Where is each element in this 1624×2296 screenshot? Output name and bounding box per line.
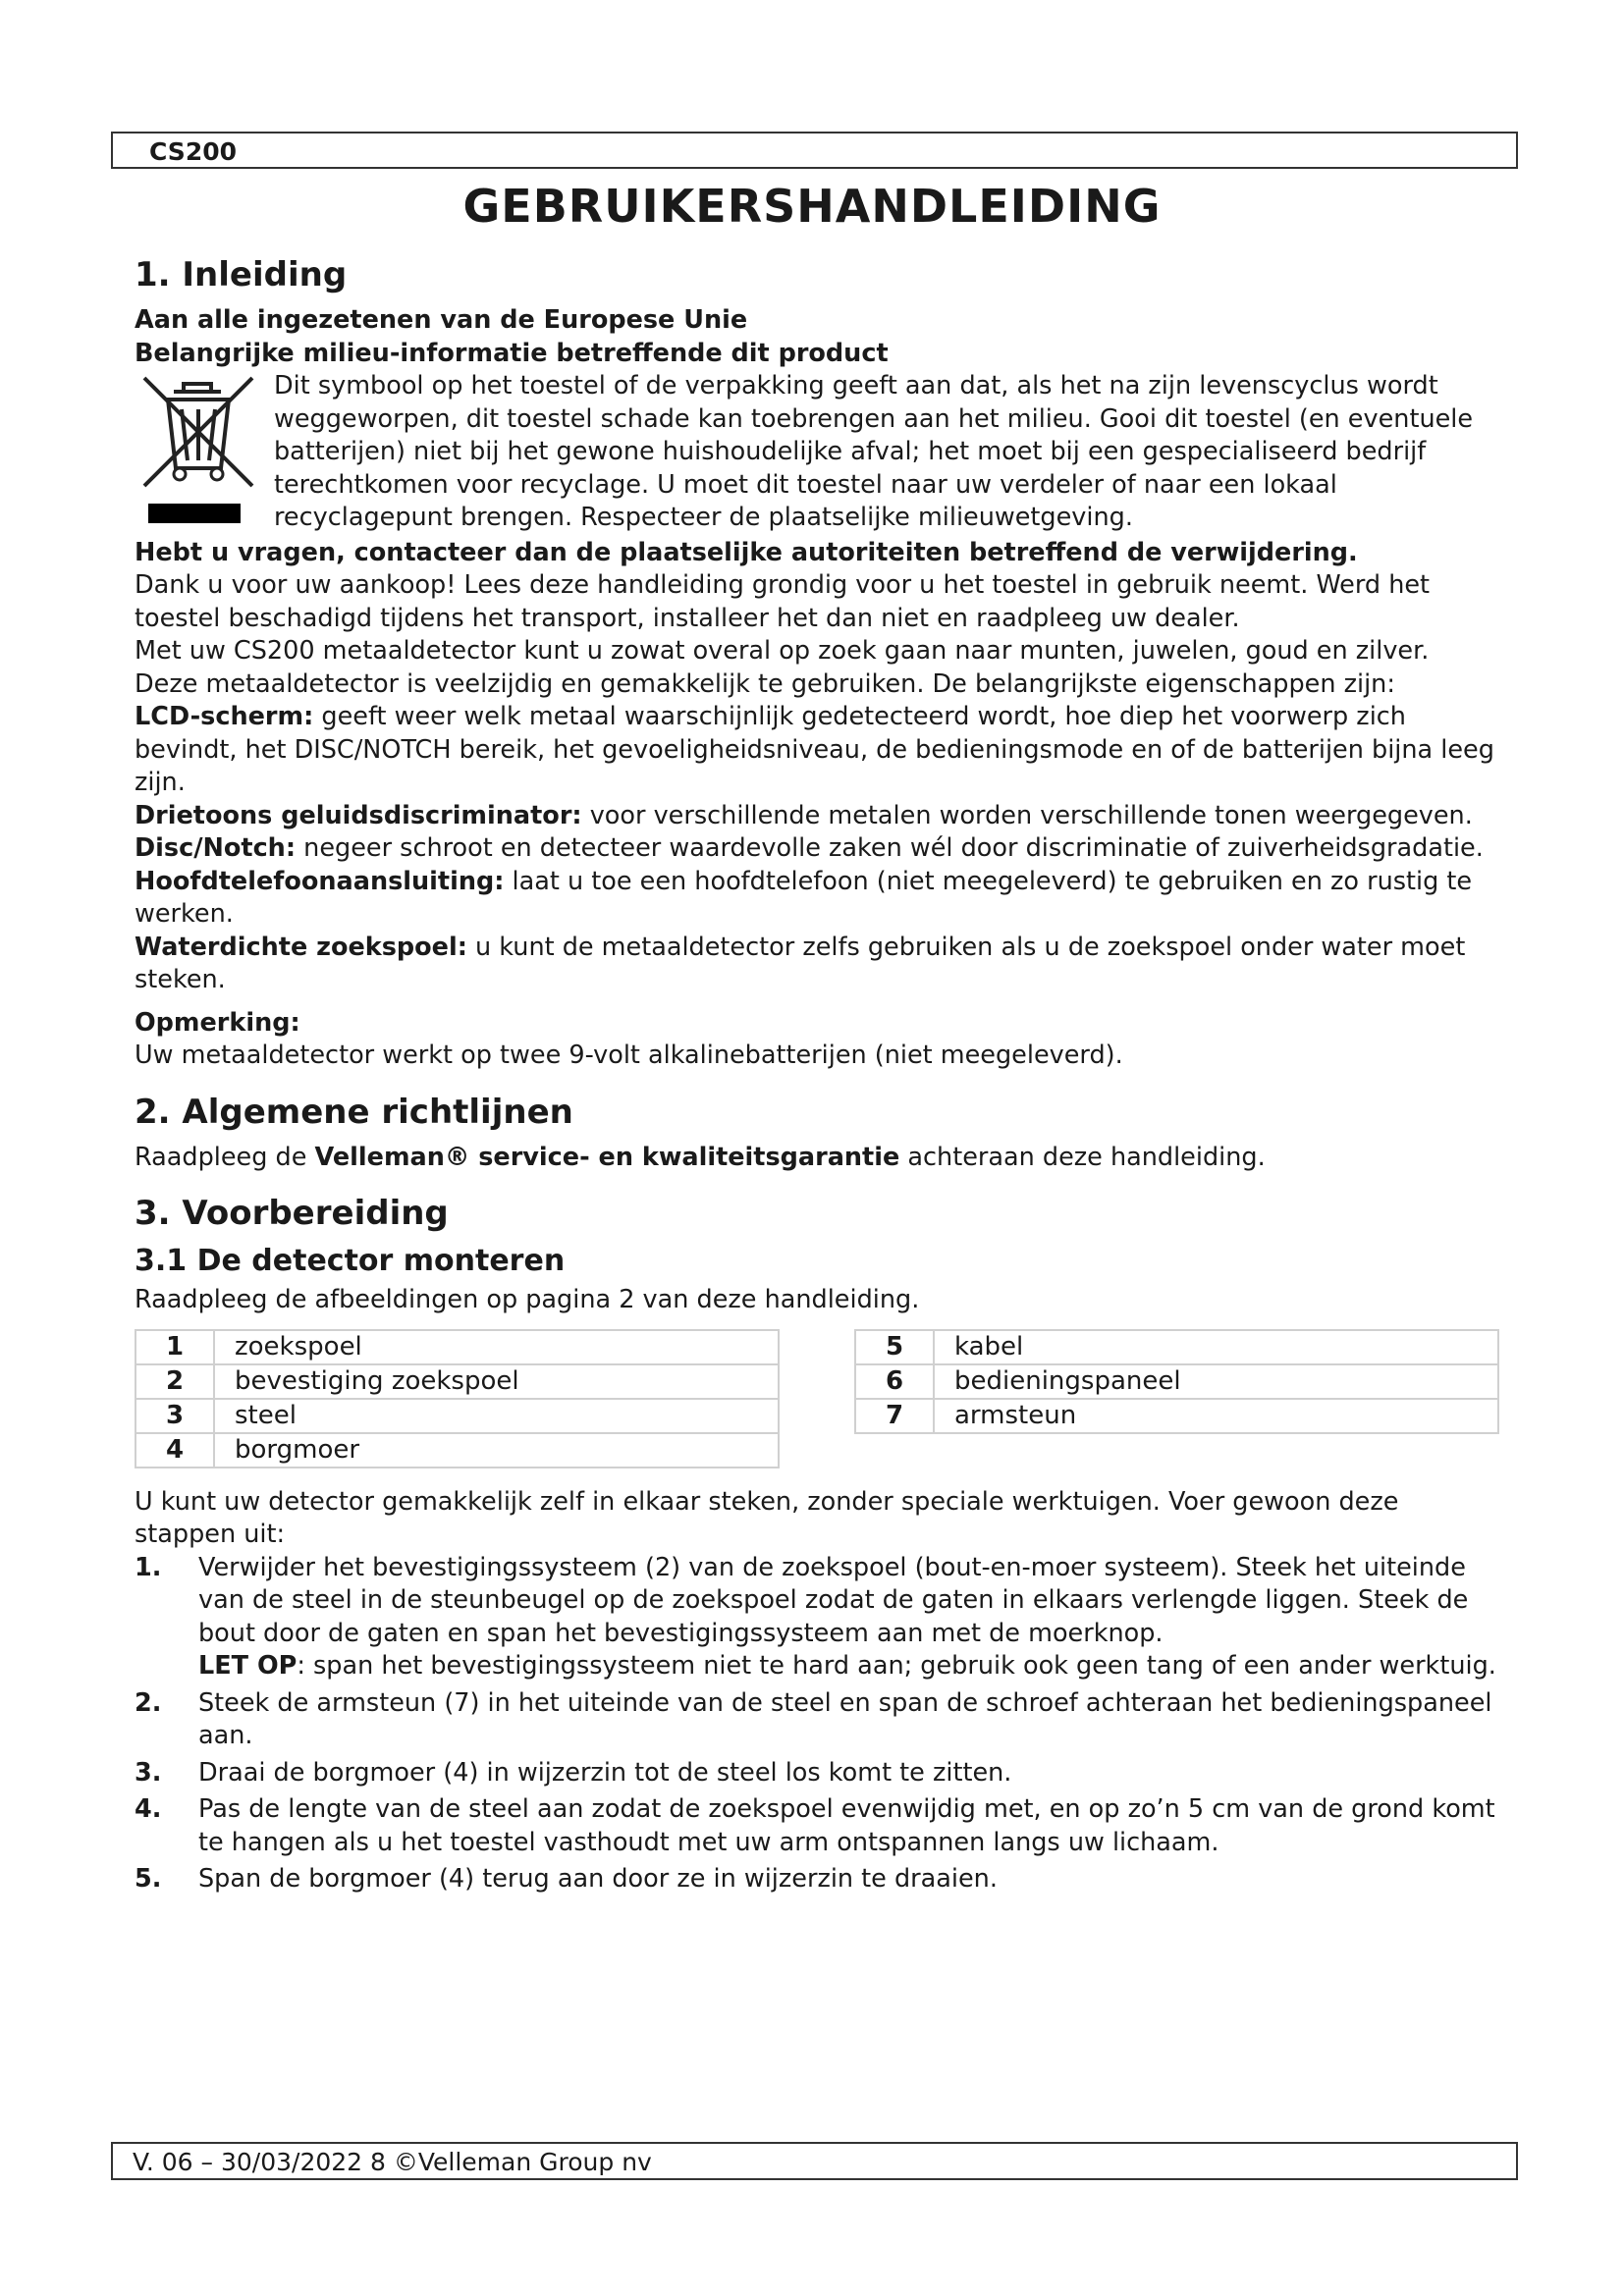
- weee-bin-icon: [135, 370, 262, 537]
- feature-text: u kunt de metaaldetector zelfs gebruiken als u de zoekspoel onder water moet steken.: [135, 932, 1466, 994]
- feature-label: Waterdichte zoekspoel:: [135, 932, 467, 962]
- figure-reference: Raadpleeg de afbeeldingen op pagina 2 van deze handleiding.: [135, 1285, 920, 1314]
- model-label: CS200: [149, 137, 238, 166]
- list-item: 3. Draai de borgmoer (4) in wijzerzin tot de steel los komt te zitten.: [135, 1757, 1012, 1788]
- feature-label: Drietoons geluidsdiscriminator:: [135, 800, 582, 830]
- eu-residents-heading: Aan alle ingezetenen van de Europese Unie: [135, 305, 748, 335]
- note-text: Uw metaaldetector werkt op twee 9-volt alkalinebatterijen (niet meegeleverd).: [135, 1041, 1123, 1070]
- table-row: 5 kabel: [855, 1330, 1498, 1364]
- table-row: 2 bevestiging zoekspoel: [135, 1364, 779, 1399]
- assembly-steps: [135, 1552, 1501, 1896]
- page-title: GEBRUIKERSHANDLEIDING: [462, 180, 1162, 233]
- feature-text: negeer schroot en detecteer waardevolle zaken wél door discriminatie of zuiverheidsgradatie.: [296, 833, 1484, 863]
- assembly-intro: U kunt uw detector gemakkelijk zelf in elkaar steken, zonder speciale werktuigen. Voer gewoon deze stappen uit:: [135, 1486, 1399, 1549]
- intro-text: Met uw CS200 metaaldetector kunt u zowat overal op zoek gaan naar munten, juwelen, goud en zilver.: [135, 636, 1430, 666]
- feature-item: [135, 832, 1501, 866]
- feature-text: laat u toe een hoofdtelefoon (niet meegeleverd) te gebruiken en zo rustig te werken.: [135, 866, 1473, 929]
- contact-authorities: Hebt u vragen, contacteer dan de plaatselijke autoriteiten betreffend de verwijdering.: [135, 537, 1358, 567]
- guarantee-link-text: Velleman® service- en kwaliteitsgarantie: [314, 1142, 900, 1172]
- footer-text: V. 06 – 30/03/2022 8 ©Velleman Group nv: [133, 2148, 652, 2176]
- parts-tables: [135, 1329, 1499, 1468]
- weee-text: Dit symbool op het toestel of de verpakking geeft aan dat, als het na zijn levenscyclus wordt weggeworpen, dit toestel schade kan toebrengen aan het milieu. Gooi dit toestel (en eventuele batterijen) niet bij het gewone huishoudelijke afval; het moet bij een gespecialiseerd bedrijf terechtkomen voor recyclage. U moet dit toestel naar uw verdeler of naar een lokaal recyclagepunt brengen. Respecteer de plaatselijke milieuwetgeving.: [274, 371, 1474, 532]
- table-row: 1 zoekspoel: [135, 1330, 779, 1364]
- feature-item: [135, 932, 1501, 997]
- feature-label: Disc/Notch:: [135, 833, 297, 863]
- section-2-heading: 2. Algemene richtlijnen: [135, 1092, 573, 1132]
- parts-table-left: [135, 1329, 780, 1468]
- table-row: 7 armsteun: [855, 1399, 1498, 1433]
- thanks-text: Dank u voor uw aankoop! Lees deze handleiding grondig voor u het toestel in gebruik neemt. Werd het toestel beschadigd tijdens het transport, installeer het dan niet en raadpleeg uw dealer.: [135, 570, 1431, 633]
- feature-text: voor verschillende metalen worden verschillende tonen weergegeven.: [581, 800, 1473, 830]
- main-content: [135, 253, 1501, 1900]
- table-row: 6 bedieningspaneel: [855, 1364, 1498, 1399]
- note-heading: Opmerking:: [135, 1007, 300, 1038]
- feature-item: [135, 866, 1501, 932]
- table-row: 3 steel: [135, 1399, 779, 1433]
- guarantee-text: Raadpleeg de Velleman® service- en kwaliteitsgarantie achteraan deze handleiding.: [135, 1142, 1266, 1172]
- weee-block: [135, 370, 1501, 537]
- feature-item: [135, 800, 1501, 833]
- section-3-1-heading: 3.1 De detector monteren: [135, 1244, 566, 1278]
- feature-label: LCD-scherm:: [135, 702, 314, 731]
- footer-box: [111, 2142, 1518, 2180]
- list-item: 5. Span de borgmoer (4) terug aan door ze in wijzerzin te draaien.: [135, 1864, 998, 1894]
- list-item: 4. Pas de lengte van de steel aan zodat de zoekspoel evenwijdig met, en op zo’n 5 cm van de grond komt te hangen als u het toestel vasthoudt met uw arm ontspannen langs uw lichaam.: [135, 1794, 1495, 1857]
- header-box: [111, 132, 1518, 169]
- warning-label: LET OP: [198, 1651, 298, 1681]
- parts-table-right: [854, 1329, 1499, 1434]
- section-1-heading: 1. Inleiding: [135, 255, 348, 294]
- features-intro: Deze metaaldetector is veelzijdig en gemakkelijk te gebruiken. De belangrijkste eigenschappen zijn:: [135, 668, 1395, 699]
- list-item: 1. Verwijder het bevestigingssysteem (2) van de zoekspoel (bout-en-moer systeem). Steek het uiteinde van de steel in de steunbeugel op de zoekspoel zodat de gaten in elkaars verlengde liggen. Steek de bout door de gaten en span het bevestigingssysteem aan met de moerknop. LET OP: span het bevestigingssysteem niet te hard aan; gebruik ook geen tang of een ander werktuig.: [135, 1552, 1496, 1681]
- feature-label: Hoofdtelefoonaansluiting:: [135, 866, 505, 896]
- list-item: 2. Steek de armsteun (7) in het uiteinde van de steel en span de schroef achteraan het bedieningspaneel aan.: [135, 1687, 1492, 1750]
- feature-text: geeft weer welk metaal waarschijnlijk gedetecteerd wordt, hoe diep het voorwerp zich bevindt, het DISC/NOTCH bereik, het gevoeligheidsniveau, de bedieningsmode en of de batterijen bijna leeg zijn.: [135, 702, 1494, 797]
- section-3-heading: 3. Voorbereiding: [135, 1194, 449, 1233]
- environment-info-heading: Belangrijke milieu-informatie betreffende dit product: [135, 338, 889, 368]
- feature-item: [135, 701, 1501, 800]
- table-row: 4 borgmoer: [135, 1433, 779, 1468]
